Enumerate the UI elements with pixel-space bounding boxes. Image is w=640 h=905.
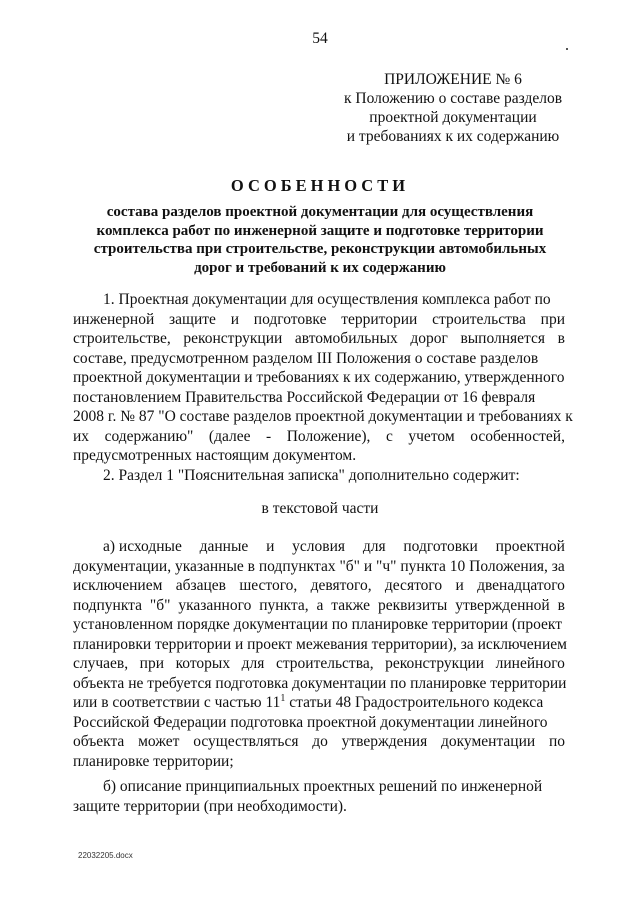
word: реконструкции (385, 655, 485, 672)
text-line: документации, указанные в подпунктах "б" и "ч" пункта 10 Положения, за (73, 557, 565, 575)
subtitle-line: дорог и требований к их содержанию (194, 259, 446, 276)
text-line (73, 329, 565, 349)
text-line (73, 654, 565, 674)
word: может (138, 733, 180, 750)
word: данные (199, 538, 249, 555)
word: подготовке (253, 310, 327, 328)
paragraph-2: 2. Раздел 1 "Пояснительная записка" дополнительно содержит: (103, 466, 520, 484)
word: строительства (432, 310, 526, 328)
text-line: защите территории (при необходимости). (73, 797, 347, 815)
word: и (455, 577, 464, 594)
document-title: ОСОБЕННОСТИ (230, 176, 410, 195)
word: территории (341, 310, 418, 328)
text-line: планировки территории и проект межевания территории), за исключением (73, 635, 567, 653)
text-fragment: или в соответствии с частью 11 (73, 694, 281, 711)
word: содержанию" (104, 427, 194, 445)
word: строительства, (275, 655, 374, 672)
word: инженерной (73, 310, 155, 328)
word: для (362, 538, 386, 555)
text-line: постановлением Правительства Российской Федерации от 16 февраля (73, 388, 536, 406)
section-heading: в текстовой части (261, 500, 379, 517)
document-subtitle (70, 203, 570, 277)
word: а (316, 596, 324, 614)
word: при (540, 310, 565, 328)
word: подготовки (403, 538, 478, 555)
word: для (241, 655, 265, 672)
word: реконструкции (183, 330, 283, 347)
word: Положение), (286, 427, 371, 445)
word: а) исходные (103, 538, 182, 555)
appendix-title: ПРИЛОЖЕНИЕ № 6 (384, 71, 522, 88)
paragraph-1 (73, 290, 573, 485)
word: дорог (410, 330, 448, 347)
word: учетом (408, 427, 455, 445)
word: шестого, (239, 577, 298, 594)
appendix-header (330, 70, 576, 146)
text-line (73, 732, 565, 752)
word: в (557, 330, 565, 347)
appendix-line: к Положению о составе разделов (343, 90, 563, 107)
word: случаев, (73, 655, 129, 672)
text-fragment: статьи 48 Градостроительного кодекса (285, 694, 544, 711)
word: пункта, (259, 596, 309, 614)
text-line: 1. Проектная документации для осуществления комплекса работ по (103, 291, 551, 308)
word: указанного (178, 596, 252, 614)
word: реквизиты (377, 596, 448, 614)
text-line (73, 537, 565, 557)
word: автомобильных (294, 330, 398, 347)
subtitle-line: состава разделов проектной документации для осуществления (106, 204, 534, 220)
text-line: 2008 г. № 87 "О составе разделов проектной документации и требованиях к (73, 408, 573, 425)
word: с (385, 427, 393, 445)
word: утвержденной (455, 596, 550, 614)
superscript: 1 (280, 692, 286, 704)
file-name: 22032205.docx (78, 851, 133, 860)
word: осуществляться (193, 733, 299, 750)
text-line: составе, предусмотренном разделом III Положения о составе разделов (73, 349, 539, 367)
word: их (73, 427, 90, 445)
text-line: установленном порядке документации по планировке территории (проект (73, 616, 563, 633)
word: утверждения (341, 733, 428, 750)
text-line: объекта не требуется подготовка документации по планировке территории (73, 674, 567, 692)
word: исключением (73, 577, 163, 594)
word: десятого (384, 577, 443, 594)
word: "б" (149, 596, 171, 614)
appendix-line: проектной документации (369, 109, 537, 126)
word: объекта (73, 733, 125, 750)
word: проектной (495, 538, 565, 555)
word: также (331, 596, 371, 614)
word: до (312, 733, 328, 750)
word: и (266, 538, 275, 555)
page-number: 54 (312, 30, 328, 47)
text-line (73, 427, 565, 447)
text-line (73, 310, 565, 330)
word: по (548, 733, 565, 750)
scan-speck (566, 48, 568, 50)
text-line: проектной документации и требованиях к их содержанию, утвержденного (73, 369, 565, 386)
word: абзацев (175, 577, 226, 594)
word: выполняется (460, 330, 546, 347)
word: девятого, (310, 577, 372, 594)
appendix-line: и требованиях к их содержанию (346, 128, 560, 145)
word: особенностей, (470, 427, 565, 445)
word: при (139, 655, 165, 672)
text-line: планировке территории; (73, 752, 234, 770)
word: документации (440, 733, 536, 750)
text-line (73, 576, 565, 596)
word: линейного (495, 655, 565, 672)
paragraph-a (73, 537, 565, 816)
word: строительстве, (73, 330, 171, 347)
word: в (557, 596, 565, 614)
word: защите (169, 310, 216, 328)
word: двенадцатого (477, 577, 565, 594)
word: - (266, 427, 272, 445)
word: и (230, 310, 239, 328)
subtitle-line: комплекса работ по инженерной защите и подготовке территории (96, 222, 544, 239)
text-line (73, 693, 565, 713)
text-line: б) описание принципиальных проектных решений по инженерной (103, 778, 543, 795)
subtitle-line: строительства при строительстве, реконструкции автомобильных (93, 241, 547, 257)
word: подпункта (73, 596, 142, 614)
word: условия (292, 538, 346, 555)
word: которых (175, 655, 231, 672)
text-line: предусмотренных настоящим документом. (73, 447, 357, 464)
text-line: Российской Федерации подготовка проектной документации линейного (73, 713, 548, 731)
word: (далее (208, 427, 251, 445)
text-line (73, 596, 565, 616)
